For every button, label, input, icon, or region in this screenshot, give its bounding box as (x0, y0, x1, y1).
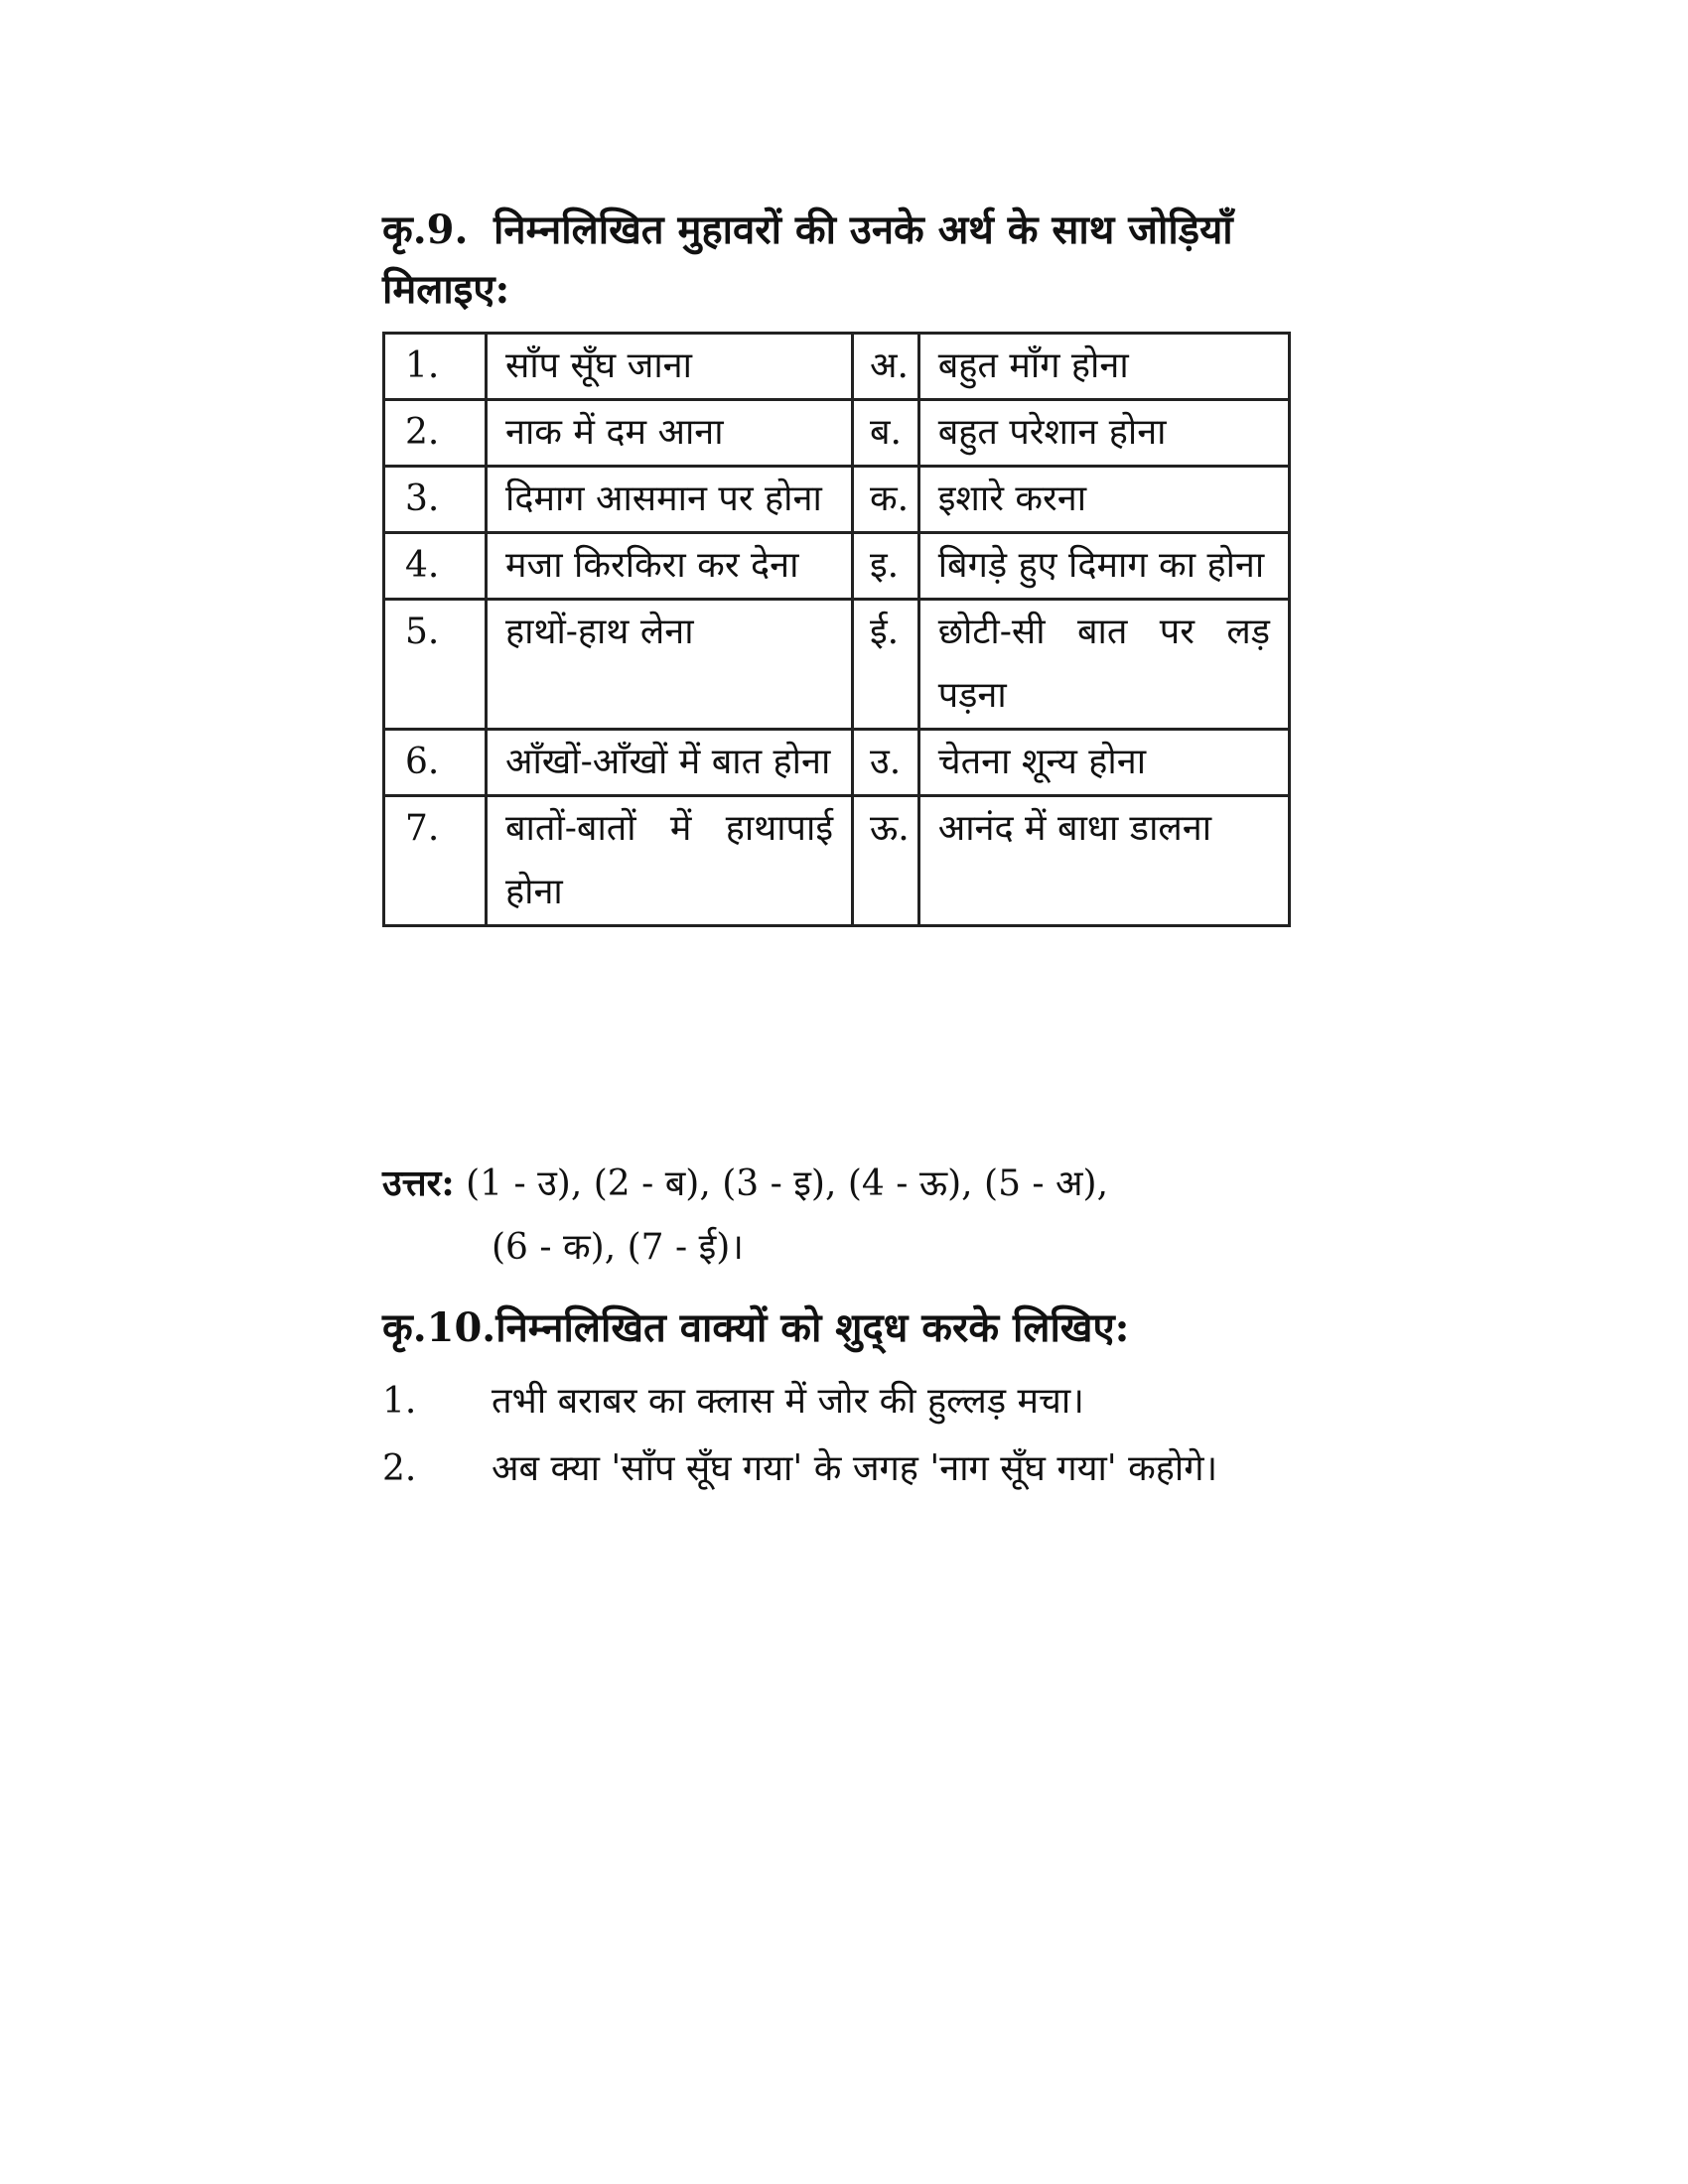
idiom-cell: हाथों-हाथ लेना (487, 600, 853, 730)
row-number: 3. (384, 467, 487, 533)
answer-line-2: (6 - क), (7 - ई)। (492, 1227, 744, 1268)
meaning-cell: आनंद में बाधा डालना (918, 796, 1289, 926)
idiom-cell: दिमाग आसमान पर होना (487, 467, 853, 533)
meaning-cell: छोटी-सी बात पर लड़ पड़ना (918, 600, 1289, 730)
idiom-cell: बातों-बातों में हाथापाई होना (487, 796, 853, 926)
sentence-number: 1. (382, 1381, 417, 1422)
meaning-letter: अ. (853, 334, 919, 400)
meaning-cell: इशारे करना (918, 467, 1289, 533)
row-number: 1. (384, 334, 487, 400)
row-number: 2. (384, 400, 487, 467)
table-row (384, 467, 1290, 533)
question-10-number: कृ.10. (382, 1304, 496, 1351)
meaning-letter: ई. (853, 600, 919, 730)
sentence-text: अब क्या 'साँप सूँघ गया' के जगह 'नाग सूँघ गया' कहोगे। (492, 1448, 1218, 1489)
table-row (384, 533, 1290, 600)
question-10-heading (382, 1298, 1276, 1358)
meaning-cell: चेतना शून्य होना (918, 730, 1289, 796)
meaning-letter: उ. (853, 730, 919, 796)
table-row (384, 796, 1290, 926)
row-number: 6. (384, 730, 487, 796)
meaning-letter: क. (853, 467, 919, 533)
idiom-cell: मजा किरकिरा कर देना (487, 533, 853, 600)
sentence-item (382, 1368, 1276, 1435)
meaning-cell: बहुत माँग होना (918, 334, 1289, 400)
question-9-heading (382, 201, 1276, 320)
table-row (384, 400, 1290, 467)
sentence-list (382, 1368, 1276, 1503)
meaning-letter: ब. (853, 400, 919, 467)
question-10-title: निम्नलिखित वाक्यों को शुद्‌ध करके लिखिए: (495, 1304, 1130, 1351)
meaning-cell: बिगड़े हुए दिमाग का होना (918, 533, 1289, 600)
idiom-matching-table (382, 332, 1291, 927)
table-row (384, 730, 1290, 796)
row-number: 4. (384, 533, 487, 600)
meaning-letter: इ. (853, 533, 919, 600)
answer-block (382, 1152, 1296, 1280)
idiom-cell: आँखों-आँखों में बात होना (487, 730, 853, 796)
table-row (384, 334, 1290, 400)
row-number: 7. (384, 796, 487, 926)
question-9-title: निम्नलिखित मुहावरों की उनके अर्थ के साथ जोड़ियाँ मिलाइए: (382, 206, 1233, 313)
table-row (384, 600, 1290, 730)
row-number: 5. (384, 600, 487, 730)
meaning-letter: ऊ. (853, 796, 919, 926)
sentence-text: तभी बराबर का क्लास में जोर की हुल्लड़ मचा। (492, 1381, 1084, 1422)
idiom-cell: नाक में दम आना (487, 400, 853, 467)
sentence-item (382, 1435, 1276, 1503)
idiom-cell: साँप सूँघ जाना (487, 334, 853, 400)
meaning-cell: बहुत परेशान होना (918, 400, 1289, 467)
sentence-number: 2. (382, 1448, 417, 1489)
answer-line-1: (1 - उ), (2 - ब), (3 - इ), (4 - ऊ), (5 - अ), (466, 1163, 1109, 1204)
answer-label: उत्तर: (382, 1162, 455, 1204)
question-9-number: कृ.9. (382, 206, 469, 253)
